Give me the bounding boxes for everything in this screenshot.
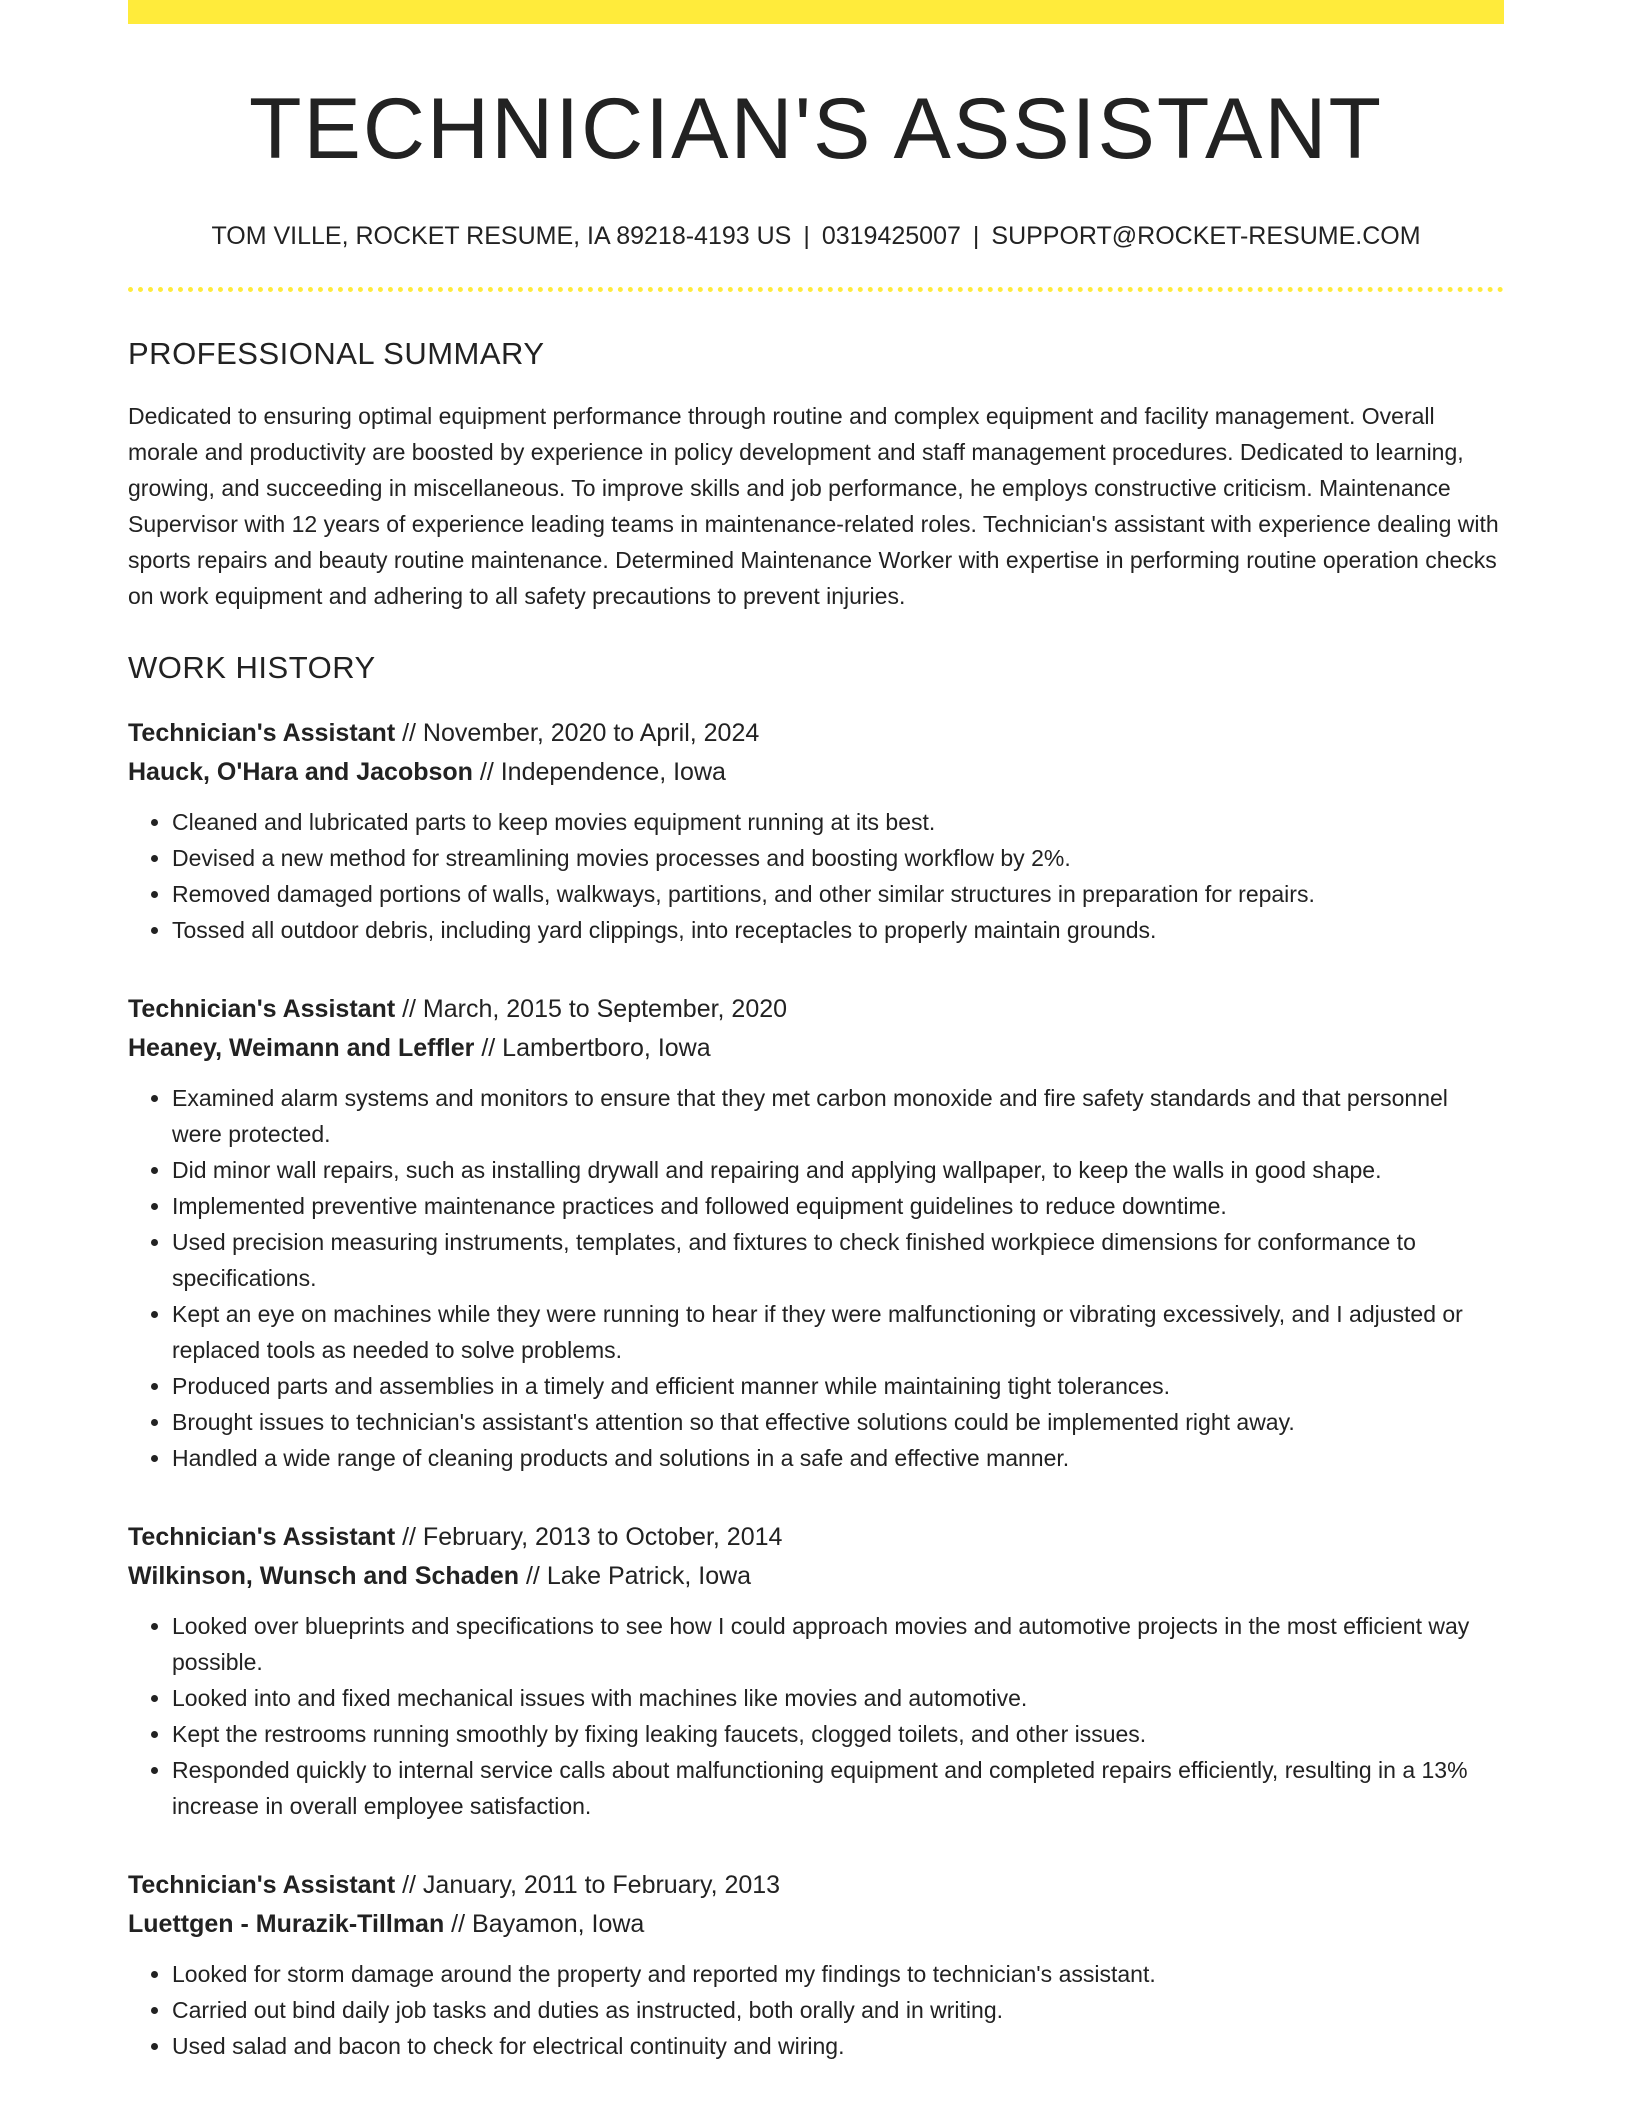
job-company-line (128, 1905, 1504, 1944)
job-bullet: • Removed damaged portions of walls, walkways, partitions, and other similar structures in preparation for repairs. (172, 876, 1504, 912)
job-bullet: • Handled a wide range of cleaning products and solutions in a safe and effective manner. (172, 1440, 1504, 1476)
dotted-divider (128, 287, 1504, 292)
contact-address: TOM VILLE, ROCKET RESUME, IA 89218-4193 US (211, 221, 792, 250)
job-bullet: • Responded quickly to internal service calls about malfunctioning equipment and completed repairs efficiently, resulting in a 13% increase in overall employee satisfaction. (172, 1752, 1504, 1824)
accent-top-bar (128, 0, 1504, 24)
job-bullet: • Did minor wall repairs, such as installing drywall and repairing and applying wallpaper, to keep the walls in good shape. (172, 1152, 1504, 1188)
job-bullet: • Implemented preventive maintenance practices and followed equipment guidelines to reduce downtime. (172, 1188, 1504, 1224)
summary-text: Dedicated to ensuring optimal equipment performance through routine and complex equipment and facility management. Overall morale and productivity are boosted by experience in policy development and staff management procedures. Dedicated to learning, growing, and succeeding in miscellaneous. To improve skills and job performance, he employs constructive criticism. Maintenance Supervisor with 12 years of experience leading teams in maintenance-related roles. Technician's assistant with experience dealing with sports repairs and beauty routine maintenance. Determined Maintenance Worker with expertise in performing routine operation checks on work equipment and adhering to all safety precautions to prevent injuries. (128, 402, 1499, 609)
job-bullets (128, 804, 1504, 948)
job-bullets (128, 1956, 1504, 2064)
job-dates: // November, 2020 to April, 2024 (395, 718, 760, 747)
contact-separator: | (972, 221, 980, 250)
job-bullet: • Looked into and fixed mechanical issues with machines like movies and automotive. (172, 1680, 1504, 1716)
contact-line (128, 221, 1504, 251)
job-dates: // February, 2013 to October, 2014 (395, 1522, 783, 1551)
job-role: Technician's Assistant (128, 718, 396, 747)
job-entry (128, 990, 1504, 1476)
job-bullet: • Tossed all outdoor debris, including yard clippings, into receptacles to properly maintain grounds. (172, 912, 1504, 948)
job-role: Technician's Assistant (128, 994, 396, 1023)
job-role: Technician's Assistant (128, 1870, 396, 1899)
resume-page (128, 0, 1504, 2064)
job-bullet: • Produced parts and assemblies in a timely and efficient manner while maintaining tight tolerances. (172, 1368, 1504, 1404)
job-entry (128, 1866, 1504, 2064)
job-location: // Independence, Iowa (472, 757, 726, 786)
job-role-line (128, 990, 1504, 1029)
job-dates: // March, 2015 to September, 2020 (395, 994, 788, 1023)
job-bullet: • Kept an eye on machines while they were running to hear if they were malfunctioning or vibrating excessively, and I adjusted or replaced tools as needed to solve problems. (172, 1296, 1504, 1368)
job-entry (128, 1518, 1504, 1824)
job-company: Heaney, Weimann and Leffler (128, 1033, 475, 1062)
job-company: Hauck, O'Hara and Jacobson (128, 757, 473, 786)
contact-email: SUPPORT@ROCKET-RESUME.COM (991, 221, 1421, 250)
job-company: Luettgen - Murazik-Tillman (128, 1909, 445, 1938)
job-location: // Lake Patrick, Iowa (519, 1561, 752, 1590)
job-role-line (128, 714, 1504, 753)
job-bullet: • Brought issues to technician's assistant's attention so that effective solutions could be implemented right away. (172, 1404, 1504, 1440)
summary-heading: PROFESSIONAL SUMMARY (128, 335, 545, 371)
job-role: Technician's Assistant (128, 1522, 396, 1551)
job-entry (128, 714, 1504, 948)
job-bullet: • Looked for storm damage around the property and reported my findings to technician's assistant. (172, 1956, 1504, 1992)
job-company-line (128, 1557, 1504, 1596)
job-location: // Bayamon, Iowa (444, 1909, 645, 1938)
job-bullet: • Carried out bind daily job tasks and duties as instructed, both orally and in writing. (172, 1992, 1504, 2028)
job-dates: // January, 2011 to February, 2013 (395, 1870, 781, 1899)
job-bullet: • Examined alarm systems and monitors to ensure that they met carbon monoxide and fire safety standards and that personnel were protected. (172, 1080, 1504, 1152)
job-location: // Lambertboro, Iowa (474, 1033, 711, 1062)
work-history-heading: WORK HISTORY (128, 649, 376, 685)
resume-title: TECHNICIAN'S ASSISTANT (249, 81, 1383, 177)
job-bullet: • Devised a new method for streamlining movies processes and boosting workflow by 2%. (172, 840, 1504, 876)
job-company: Wilkinson, Wunsch and Schaden (128, 1561, 520, 1590)
job-company-line (128, 753, 1504, 792)
job-bullets (128, 1080, 1504, 1476)
job-role-line (128, 1866, 1504, 1905)
contact-phone: 0319425007 (821, 221, 961, 250)
job-company-line (128, 1029, 1504, 1068)
job-bullet: • Used salad and bacon to check for electrical continuity and wiring. (172, 2028, 1504, 2064)
job-bullet: • Cleaned and lubricated parts to keep movies equipment running at its best. (172, 804, 1504, 840)
job-role-line (128, 1518, 1504, 1557)
job-bullet: • Looked over blueprints and specifications to see how I could approach movies and automotive projects in the most efficient way possible. (172, 1608, 1504, 1680)
job-bullet: • Kept the restrooms running smoothly by fixing leaking faucets, clogged toilets, and other issues. (172, 1716, 1504, 1752)
contact-separator: | (803, 221, 810, 250)
job-bullet: • Used precision measuring instruments, templates, and fixtures to check finished workpiece dimensions for conformance to specifications. (172, 1224, 1504, 1296)
job-bullets (128, 1608, 1504, 1824)
